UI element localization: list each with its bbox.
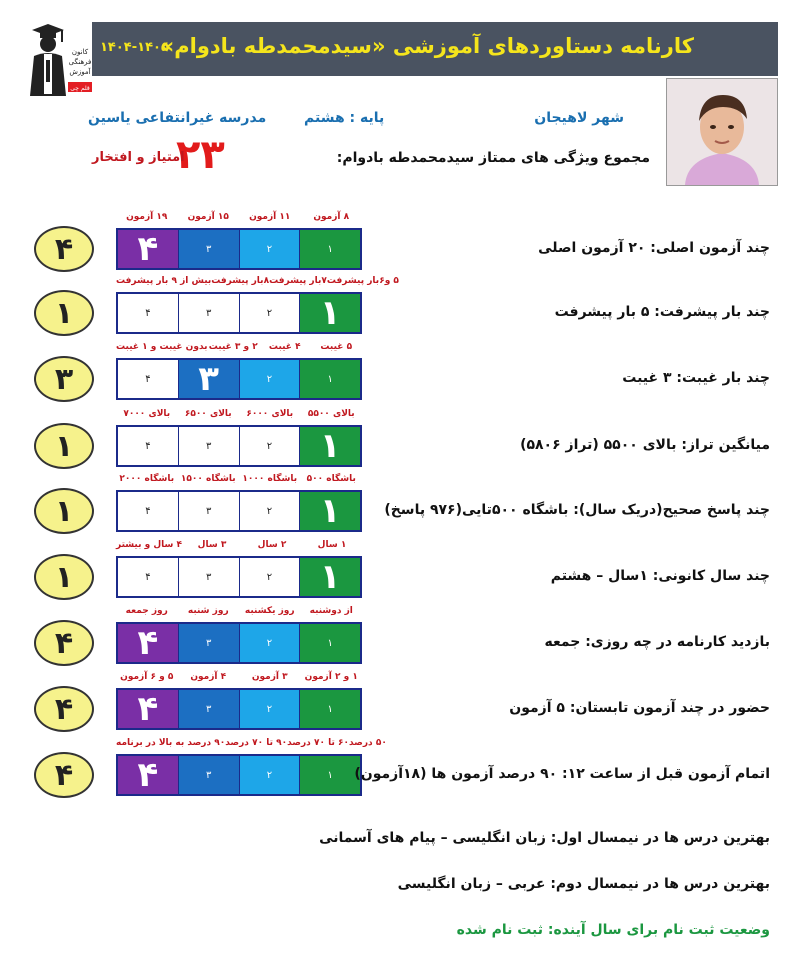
level-header: ۴ آزمون [190,672,227,682]
level-header: بالای ۷۰۰۰ [123,409,171,419]
score-circle: ۱ [34,554,94,600]
row-headers [116,276,399,286]
level-header: ۴ غیبت [268,342,301,352]
level-header: ۹۰ درصد به بالا در برنامه [116,738,226,748]
level-grid [116,754,362,796]
level-header: روز یکشنبه [244,606,295,616]
best-courses-second-half: بهترین درس ها در نیمسال دوم: عربی – زبان انگلیسی [397,876,770,892]
level-header: باشگاه ۵۰۰ [306,474,356,484]
level-cell: ۱ [300,558,360,596]
level-grid [116,688,362,730]
level-header: ۵ و۶بار پیشرفت [326,276,399,286]
row-label: چند پاسخ صحیح(دریک سال): باشگاه ۵۰۰تایی(۹۷۶ پاسخ) [384,502,770,518]
best-courses-first-half: بهترین درس ها در نیمسال اول: زبان انگلیسی – پیام های آسمانی [319,830,770,846]
level-grid [116,228,362,270]
level-cell: ۲ [240,294,301,332]
level-header: ۳ آزمون [251,672,288,682]
level-header: ۵ و ۶ آزمون [120,672,174,682]
academic-year: ۱۴۰۴-۱۴۰۵ [100,40,169,55]
student-photo [666,78,778,186]
level-cell: ۴ [118,624,179,662]
row-label: چند آزمون اصلی: ۲۰ آزمون اصلی [538,240,770,256]
total-label: مجموع ویژگی های ممتاز سیدمحمدطه بادوام: [336,150,650,166]
level-cell: ۴ [118,427,179,465]
level-grid [116,622,362,664]
level-cell: ۱ [300,360,360,398]
level-cell: ۴ [118,690,179,728]
level-header: ۹۰ تا ۷۰ درصد [225,738,288,748]
total-unit: امتیاز و افتخار [92,150,185,165]
kanoon-logo [22,20,94,96]
level-header: ۲ سال [257,540,287,550]
level-cell: ۲ [240,492,301,530]
score-circle: ۱ [34,290,94,336]
logo-text-4: قلم چی [70,85,90,92]
level-cell: ۱ [300,294,360,332]
school: مدرسه غیرانتفاعی یاسین [88,110,267,126]
level-cell: ۲ [240,690,301,728]
level-cell: ۳ [179,492,240,530]
row-headers [116,606,362,616]
logo-text-3: آموزش [69,68,91,76]
level-cell: ۲ [240,756,301,794]
level-cell: ۱ [300,492,360,530]
level-grid [116,292,362,334]
logo-text-1: کانون [71,48,89,56]
header-bar [92,22,778,76]
row-headers [116,342,362,352]
row-headers [116,672,362,682]
level-header: ۱ سال [317,540,347,550]
level-cell: ۳ [179,294,240,332]
level-header: روز جمعه [125,606,168,616]
level-cell: ۱ [300,756,360,794]
level-cell: ۳ [179,427,240,465]
level-cell: ۱ [300,230,360,268]
level-cell: ۲ [240,360,301,398]
level-header: ۵۰ درصد [348,738,387,748]
row-label: حضور در چند آزمون تابستان: ۵ آزمون [509,700,770,716]
level-header: ۸بار پیشرفت [211,276,270,286]
row-headers [116,409,362,419]
level-cell: ۳ [179,230,240,268]
score-circle: ۴ [34,686,94,732]
level-header: ۱۹ آزمون [126,212,168,222]
level-header: باشگاه ۱۵۰۰ [180,474,236,484]
level-cell: ۴ [118,558,179,596]
level-cell: ۴ [118,360,179,398]
level-header: باشگاه ۲۰۰۰ [119,474,175,484]
row-label: اتمام آزمون قبل از ساعت ۱۲: ۹۰ درصد آزمون ها (۱۸آزمون) [354,766,770,782]
score-circle: ۱ [34,423,94,469]
level-header: ۳ سال [197,540,227,550]
level-cell: ۳ [179,360,240,398]
level-grid [116,490,362,532]
row-headers [116,738,387,748]
level-cell: ۳ [179,624,240,662]
level-cell: ۱ [300,690,360,728]
registration-status: وضعیت ثبت نام برای سال آینده: ثبت نام شده [456,922,770,938]
logo-text-2: فرهنگی [68,58,92,66]
score-circle: ۴ [34,226,94,272]
level-header: از دوشنبه [309,606,353,616]
score-circle: ۴ [34,620,94,666]
level-cell: ۳ [179,558,240,596]
level-header: بدون غیبت و ۱ غیبت [116,342,208,352]
level-cell: ۱ [300,624,360,662]
level-cell: ۱ [300,427,360,465]
level-header: ۱۱ آزمون [249,212,291,222]
level-grid [116,358,362,400]
level-header: بیش از ۹ بار پیشرفت [116,276,212,286]
level-header: بالای ۶۰۰۰ [246,409,294,419]
level-cell: ۲ [240,624,301,662]
level-cell: ۲ [240,427,301,465]
level-header: ۴ سال و بیشتر [116,540,183,550]
score-circle: ۳ [34,356,94,402]
level-cell: ۳ [179,690,240,728]
row-label: بازدید کارنامه در چه روزی: جمعه [544,634,770,650]
row-label: چند سال کانونی: ۱سال – هشتم [550,568,770,584]
row-headers [116,212,362,222]
total-score: ۲۳ [176,132,225,178]
level-cell: ۴ [118,756,179,794]
level-cell: ۴ [118,492,179,530]
level-header: باشگاه ۱۰۰۰ [242,474,298,484]
level-header: ۷بار پیشرفت [269,276,327,286]
level-header: ۱ و ۲ آزمون [304,672,358,682]
row-headers [116,540,362,550]
level-header: ۵ غیبت [320,342,353,352]
row-label: چند بار غیبت: ۳ غیبت [622,370,770,386]
level-cell: ۳ [179,756,240,794]
level-cell: ۴ [118,294,179,332]
level-header: روز شنبه [187,606,229,616]
level-cell: ۴ [118,230,179,268]
level-header: ۶۰ تا ۷۰ درصد [287,738,349,748]
level-header: ۲ و ۳ غیبت [208,342,258,352]
level-header: ۱۵ آزمون [187,212,229,222]
level-cell: ۲ [240,230,301,268]
level-header: بالای ۵۵۰۰ [307,409,355,419]
row-headers [116,474,362,484]
report-title: کارنامه دستاوردهای آموزشی «سیدمحمدطه بادوام» [160,34,694,58]
row-label: چند بار پیشرفت: ۵ بار پیشرفت [554,304,770,320]
score-circle: ۱ [34,488,94,534]
grade: پایه : هشتم [304,110,385,126]
city: شهر لاهیجان [534,110,624,126]
row-label: میانگین تراز: بالای ۵۵۰۰ (تراز ۵۸۰۶) [520,437,770,453]
level-grid [116,556,362,598]
level-header: ۸ آزمون [313,212,350,222]
level-grid [116,425,362,467]
level-cell: ۲ [240,558,301,596]
score-circle: ۴ [34,752,94,798]
level-header: بالای ۶۵۰۰ [184,409,232,419]
